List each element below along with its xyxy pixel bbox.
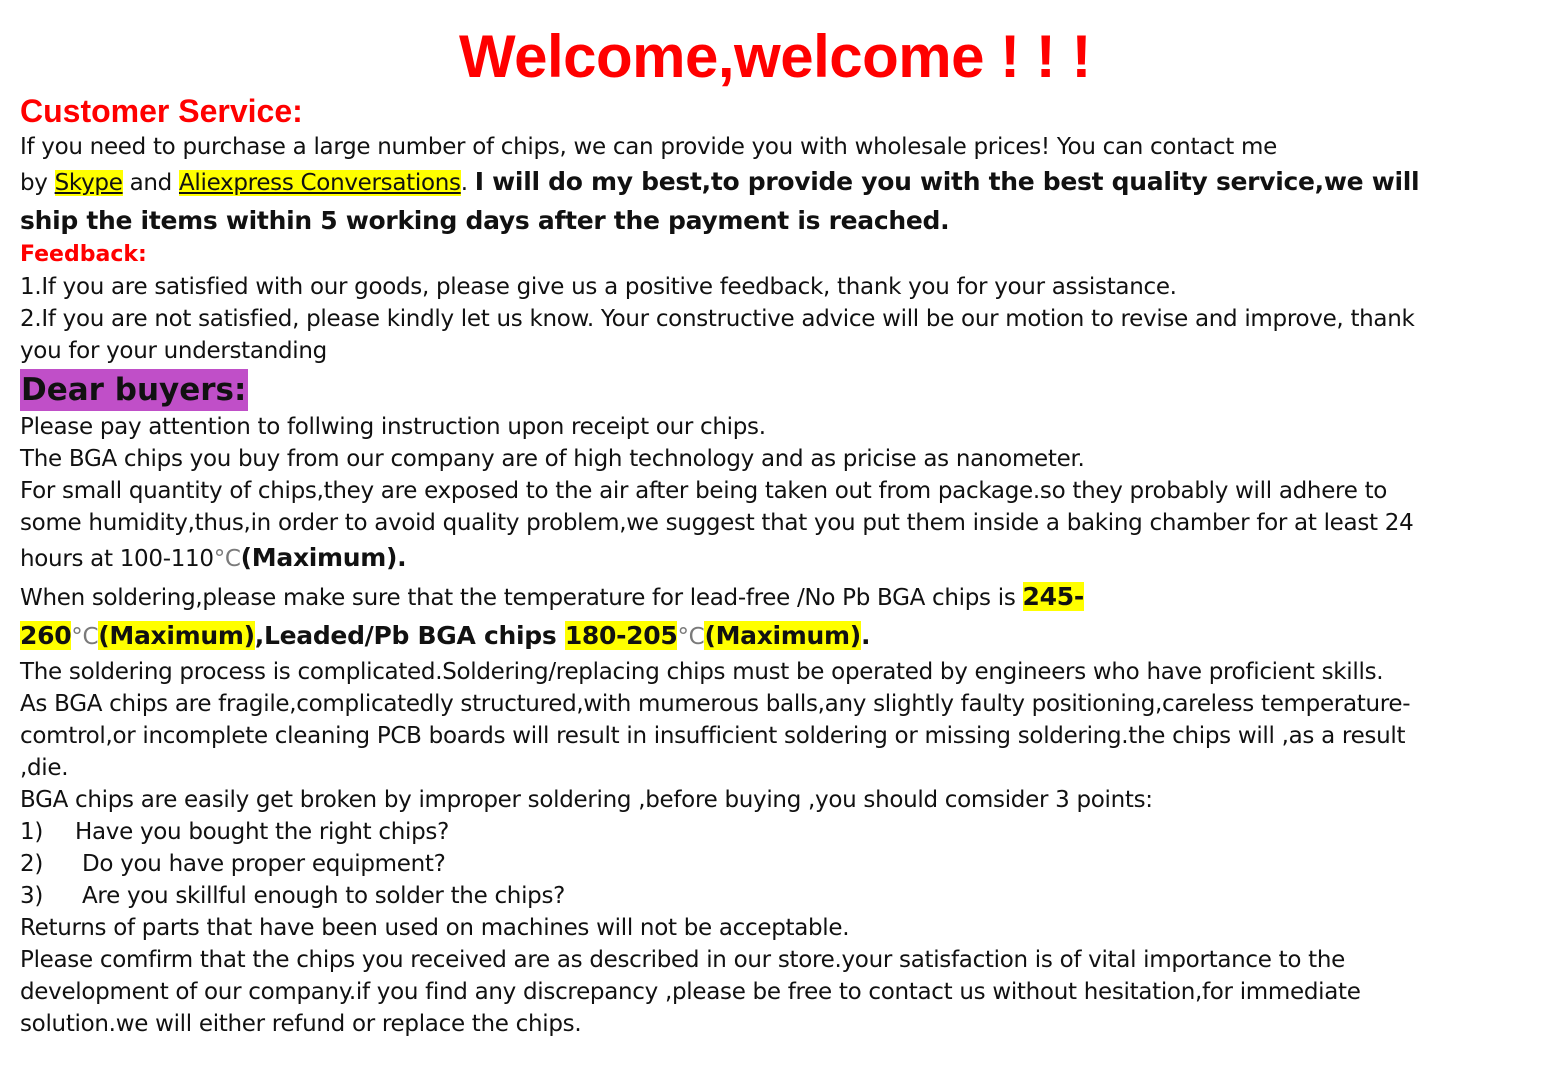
confirmation-note-1: Please comfirm that the chips you received are as described in our store.your satisfaction is of vital importance to the bbox=[20, 947, 1345, 973]
lead-free-temperature-start: 245- bbox=[1022, 582, 1084, 611]
fragility-note-2: comtrol,or incomplete cleaning PCB boards will result in insufficient soldering or missing soldering.the chips will ,as a result bbox=[20, 723, 1406, 749]
feedback-heading: Feedback: bbox=[20, 242, 147, 267]
customer-service-line-2 bbox=[20, 163, 1530, 202]
list-item bbox=[20, 816, 1530, 848]
list-number: 3) bbox=[20, 883, 44, 909]
humidity-note-2: some humidity,thus,in order to avoid quality problem,we suggest that you put them inside a baking chamber for at least 24 bbox=[20, 510, 1414, 536]
period-text: . bbox=[460, 170, 475, 196]
technology-note: The BGA chips you buy from our company are of high technology and as pricise as nanometer. bbox=[20, 446, 1085, 472]
end-period: . bbox=[860, 621, 871, 650]
maximum-highlight: (Maximum) bbox=[98, 621, 255, 650]
soldering-temperature-line-1 bbox=[20, 578, 1530, 617]
list-item bbox=[20, 880, 1530, 912]
feedback-item-2: 2.If you are not satisfied, please kindly let us know. Your constructive advice will be our motion to revise and improve, thank bbox=[20, 306, 1415, 332]
confirmation-note-2: development of our company.if you find any discrepancy ,please be free to contact us without hesitation,for immediate bbox=[20, 979, 1361, 1005]
leaded-temperature: 180-205 bbox=[564, 621, 678, 650]
list-number: 2) bbox=[20, 851, 44, 877]
leaded-chips-text: ,Leaded/Pb BGA chips bbox=[254, 621, 565, 650]
dear-buyers-heading: Dear buyers: bbox=[20, 369, 248, 411]
lead-free-temperature-end: 260 bbox=[20, 621, 72, 650]
returns-note: Returns of parts that have been used on machines will not be acceptable. bbox=[20, 915, 850, 941]
maximum-highlight: (Maximum) bbox=[704, 621, 861, 650]
list-item bbox=[20, 848, 1530, 880]
baking-hours-text: hours at 100-110 bbox=[20, 546, 214, 572]
soldering-process-note: The soldering process is complicated.Soldering/replacing chips must be operated by engineers who have proficient skills. bbox=[20, 659, 1384, 685]
and-text: and bbox=[122, 170, 179, 196]
fragility-note-1: As BGA chips are fragile,complicatedly structured,with mumerous balls,any slightly faulty positioning,careless temperature- bbox=[20, 691, 1411, 717]
by-text: by bbox=[20, 170, 55, 196]
customer-service-line-1: If you need to purchase a large number of chips, we can provide you with wholesale prices! You can contact me bbox=[20, 134, 1277, 160]
feedback-item-1: 1.If you are satisfied with our goods, please give us a positive feedback, thank you for your assistance. bbox=[20, 274, 1177, 300]
fragility-note-3: ,die. bbox=[20, 755, 69, 781]
list-text: Have you bought the right chips? bbox=[75, 819, 449, 845]
skype-link[interactable]: Skype bbox=[54, 170, 123, 196]
aliexpress-conversations-link[interactable]: Aliexpress Conversations bbox=[179, 170, 461, 196]
maximum-text: (Maximum). bbox=[240, 543, 407, 572]
celsius-symbol: °C bbox=[71, 624, 99, 650]
humidity-note-1: For small quantity of chips,they are exposed to the air after being taken out from package.so they probably will adhere to bbox=[20, 478, 1388, 504]
list-text: Are you skillful enough to solder the chips? bbox=[82, 883, 566, 909]
shipping-promise-text: ship the items within 5 working days after the payment is reached. bbox=[20, 206, 950, 235]
instruction-intro: Please pay attention to follwing instruction upon receipt our chips. bbox=[20, 414, 766, 440]
points-intro: BGA chips are easily get broken by improper soldering ,before buying ,you should comsider 3 points: bbox=[20, 787, 1153, 813]
customer-service-heading: Customer Service: bbox=[20, 93, 303, 129]
confirmation-note-3: solution.we will either refund or replace the chips. bbox=[20, 1011, 582, 1037]
list-number: 1) bbox=[20, 819, 44, 845]
list-text: Do you have proper equipment? bbox=[82, 851, 446, 877]
document bbox=[20, 0, 1530, 1040]
soldering-temperature-line-2 bbox=[20, 617, 1530, 656]
baking-temperature-line bbox=[20, 539, 1530, 578]
celsius-symbol: °C bbox=[213, 546, 241, 572]
service-promise-text: I will do my best,to provide you with the best quality service,we will bbox=[474, 167, 1420, 196]
celsius-symbol: °C bbox=[677, 624, 705, 650]
soldering-text: When soldering,please make sure that the temperature for lead-free /No Pb BGA chips is bbox=[20, 585, 1023, 611]
page-title: Welcome,welcome ! ! ! bbox=[459, 23, 1091, 90]
feedback-item-2-continued: you for your understanding bbox=[20, 338, 327, 364]
